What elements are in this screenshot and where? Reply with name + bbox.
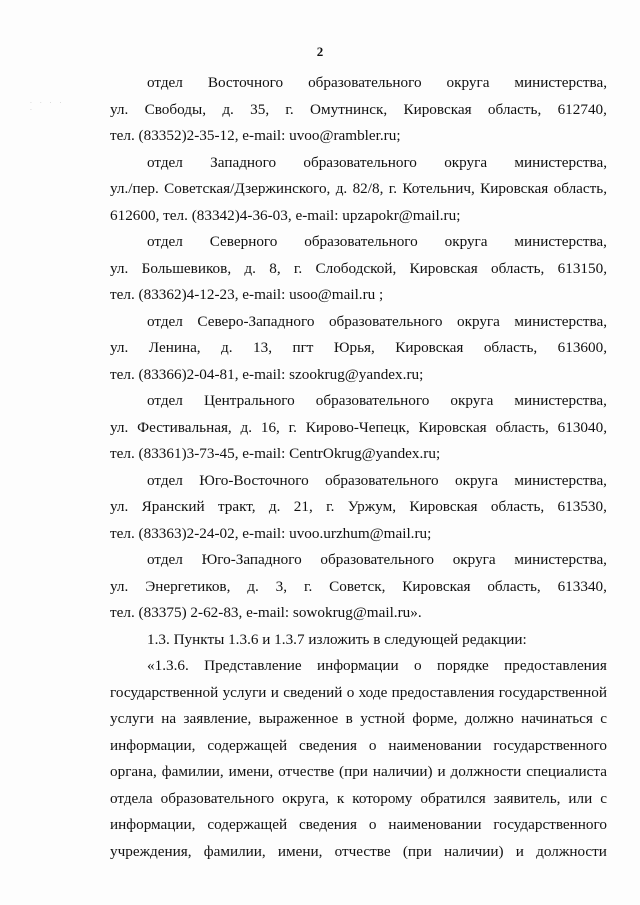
word: информации, [110,736,196,754]
word: пгт [292,339,314,356]
word: отдел [147,233,183,250]
text-line [110,494,607,521]
text-line: тел. (83366)2-04-81, e-mail: szookrug@yandex.ru; [110,365,424,383]
word: Омутнинск, [310,100,388,118]
word: министерства, [514,74,607,91]
word: содержащей [207,816,288,833]
word: д. [247,577,259,595]
word: наличии) [443,842,504,860]
word: Представление [204,657,302,674]
page-number: 2 [316,44,324,59]
word: порядке [436,657,489,674]
word: о [368,816,377,833]
word: Большевиков, [141,259,232,277]
word: 3, [275,577,288,595]
word: министерства, [514,551,607,568]
word: ул. [110,577,129,595]
word: отдел [147,74,183,91]
word: 613150, [557,259,607,277]
text-line [110,388,607,415]
word: должности [536,842,607,860]
word: информации [316,657,399,674]
text-line: 1.3. Пункты 1.3.6 и 1.3.7 изложить в следующей редакции: [147,630,527,648]
word: округа [444,233,488,250]
paragraph [110,150,607,230]
word: Восточного [207,74,284,91]
word: область, [490,259,545,277]
word: Кировская [402,577,471,595]
text-line [110,150,607,177]
word: министерства, [514,392,607,409]
word: министерства, [514,233,607,250]
word: отдел [147,312,183,330]
word: округа [456,312,500,330]
word: министерства, [514,153,607,171]
word: и [515,842,524,860]
word: 35, [250,100,270,118]
text-line [110,335,607,362]
word: Кировская [395,339,464,356]
word: образовательного [328,312,443,330]
word: предоставления [504,657,607,674]
word: государственного [493,736,607,754]
word: сведения [298,736,358,754]
word: образовательного [320,551,434,568]
word: Юрья, [333,339,375,356]
word: ул. [110,339,129,356]
word: округа [444,153,488,171]
word: 613600, [557,339,607,356]
word: образовательного [308,74,422,91]
word: государственного [493,816,607,833]
word: сведения [298,816,358,833]
word: область, [483,339,538,356]
word: ул. [110,259,129,277]
word: д. [268,498,281,515]
word: Слободской, [315,259,397,277]
word: учреждения, [110,842,192,860]
text-line [110,256,607,283]
text-line: тел. (83361)3-73-45, e-mail: CentrOkrug@yandex.ru; [110,445,441,462]
word: округа [455,471,498,489]
word: Северного [209,233,278,250]
word: «1.3.6. [147,657,189,674]
word: 13, [253,339,272,356]
word: отдел [147,551,183,568]
word: фамилии, [203,842,266,860]
word: содержащей [207,736,288,754]
word: наименовании [388,816,482,833]
text-line: ул. Фестивальная, д. 16, г. Кирово-Чепецк, Кировская область, 613040, [110,418,607,436]
text-line: государственной услуги и сведений о ходе предоставления государственной [110,683,607,701]
text-line [110,97,607,124]
word: Юго-Восточного [199,471,309,489]
word: Свободы, [144,100,207,118]
word: Яранский [141,498,205,515]
paragraph [110,229,607,309]
word: ул. [110,100,129,118]
word: область, [487,100,542,118]
text-line: отдела образовательного округа, к которому обратился заявитель, или с [110,789,607,807]
word: тракт, [217,498,256,515]
text-line [110,839,607,866]
word: наименовании [388,736,482,754]
document-body [110,70,607,865]
word: отдел [147,153,183,171]
word: (при [402,842,432,860]
text-line: услуги на заявление, выраженное в устной форме, должно начинаться с [110,710,607,727]
word: 613340, [557,577,607,595]
word: округа [446,74,490,91]
paragraph [110,653,607,865]
paragraph [110,70,607,150]
paragraph [110,309,607,389]
word: отчестве [334,842,391,860]
text-line [110,812,607,839]
word: образовательного [325,471,439,489]
word: Уржум, [347,498,397,515]
word: г. [293,259,303,277]
word: округа [450,392,494,409]
word: 21, [293,498,313,515]
word: министерства, [514,312,607,330]
word: д. [221,339,233,356]
text-line [110,70,607,97]
word: д. [244,259,256,277]
word: Кировская [409,259,478,277]
word: г. [303,577,313,595]
word: Советск, [329,577,386,595]
text-line [110,733,607,760]
word: область, [487,577,541,595]
word: д. [222,100,234,118]
word: Юго-Западного [201,551,302,568]
text-line: тел. (83375) 2-62-83, e-mail: sowokrug@mail.ru». [110,604,422,621]
text-line [110,653,607,680]
word: округа [452,551,496,568]
word: область, [490,498,545,515]
word: о [368,736,377,754]
word: г. [285,100,294,118]
word: министерства, [514,471,607,489]
paragraph [110,627,607,654]
word: Энергетиков, [145,577,231,595]
word: 8, [269,259,281,277]
word: Ленина, [148,339,201,356]
word: Западного [210,153,277,171]
word: информации, [110,816,196,833]
text-line: тел. (83352)2-35-12, e-mail: uvoo@rambler.ru; [110,127,401,144]
text-line: 612600, тел. (83342)4-36-03, e-mail: upzapokr@mail.ru; [110,206,461,224]
word: г. [326,498,335,515]
paragraph [110,388,607,468]
text-line: ул./пер. Советская/Дзержинского, д. 82/8, г. Котельнич, Кировская область, [110,180,607,197]
word: ул. [110,498,129,515]
paragraph [110,468,607,548]
text-line [110,574,607,601]
word: 613530, [557,498,607,515]
text-line: тел. (83363)2-24-02, e-mail: uvoo.urzhum@mail.ru; [110,524,432,542]
text-line [110,309,607,336]
word: имени, [277,842,323,860]
word: отдел [147,392,183,409]
scan-artifact: · · · · · [30,100,65,114]
text-line: органа, фамилии, имени, отчестве (при наличии) и должности специалиста [110,763,607,780]
text-line [110,468,607,495]
word: образовательного [303,153,417,171]
word: образовательного [304,233,418,250]
paragraph [110,547,607,627]
text-line: тел. (83362)4-12-23, e-mail: usoo@mail.ru ; [110,286,384,303]
word: отдел [147,471,183,489]
text-line [110,547,607,574]
word: 612740, [557,100,607,118]
word: Северо-Западного [197,312,315,330]
word: Кировская [403,100,472,118]
word: о [414,657,422,674]
word: образовательного [315,392,430,409]
word: Центрального [203,392,295,409]
text-line [110,229,607,256]
word: Кировская [409,498,478,515]
